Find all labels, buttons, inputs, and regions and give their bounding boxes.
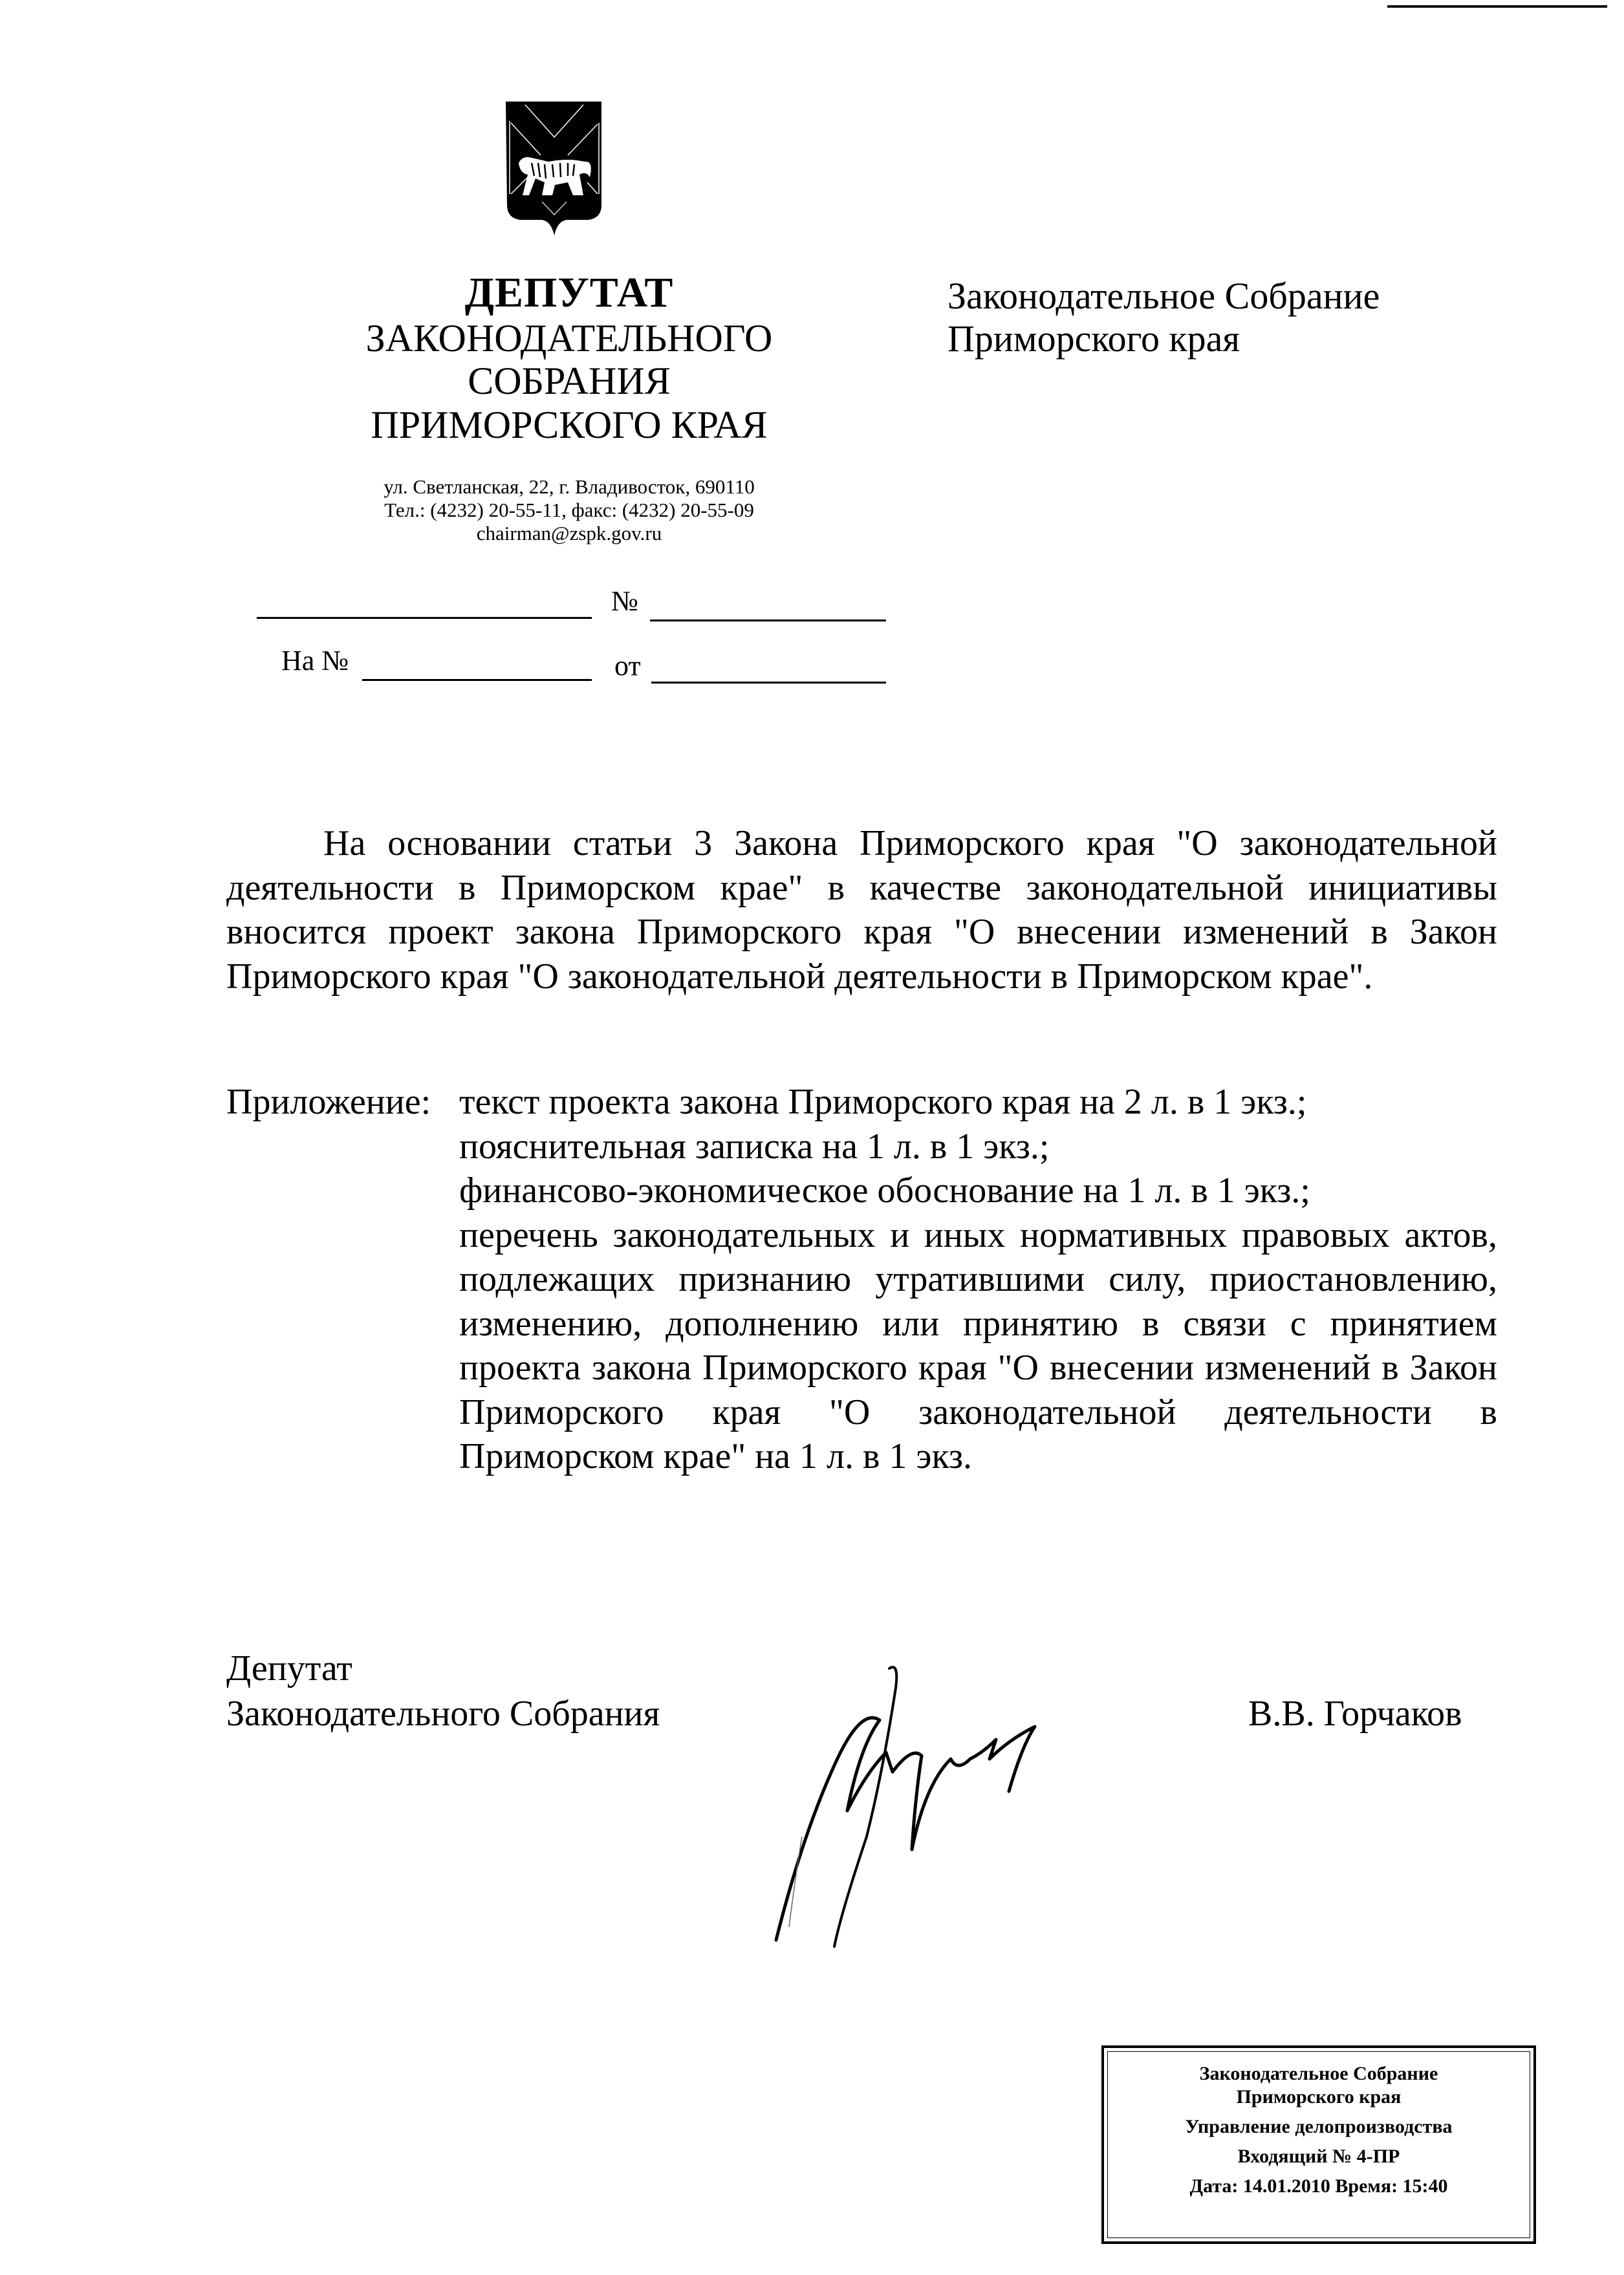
attachments-list [459,1080,1497,1479]
attachment-item: текст проекта закона Приморского края на 2 л. в 1 экз.; [459,1082,1307,1122]
attachment-item: финансово-экономическое обоснование на 1 л. в 1 экз.; [459,1170,1310,1211]
attachments-label: Приложение: [226,1082,431,1122]
letterhead-line-2: СОБРАНИЯ [468,360,671,402]
stamp-org-line-2: Приморского края [1236,2086,1402,2108]
recipient-line-1: Законодательное Собрание [947,275,1380,317]
incoming-registration-stamp [1101,2045,1536,2244]
letterhead-address: ул. Светланская, 22, г. Владивосток, 690110 [384,475,755,498]
body-paragraph: На основании статьи 3 Закона Приморского края "О законодательной деятельности в Приморском крае" в качестве законодательной инициативы вносится проект закона Приморского края "О внесении изменений в Закон Приморского края "О законодательной деятельности в Приморском крае". [226,823,1497,997]
stamp-incoming-number: Входящий № 4-ПР [1237,2146,1400,2167]
reply-number-field [362,679,592,681]
scan-edge-line [1387,5,1607,8]
letterhead-phone: Тел.: (4232) 20-55-11, факс: (4232) 20-55-09 [384,499,754,521]
from-label: от [614,650,641,682]
signatory-position-line-2: Законодательного Собрания [226,1694,660,1734]
reply-date-field [651,682,886,684]
stamp-org-line-1: Законодательное Собрание [1199,2063,1438,2084]
number-label: № [611,585,638,617]
letterhead-email: chairman@zspk.gov.ru [476,522,662,544]
stamp-department: Управление делопроизводства [1185,2116,1453,2137]
stamp-datetime: Дата: 14.01.2010 Время: 15:40 [1189,2175,1448,2197]
outgoing-date-field [257,617,592,619]
letterhead-title: ДЕПУТАТ [464,269,674,316]
recipient-line-2: Приморского края [947,318,1240,360]
coat-of-arms-icon [503,98,605,242]
outgoing-number-field [650,620,886,621]
handwritten-signature-icon [763,1643,1229,1953]
letterhead-line-1: ЗАКОНОДАТЕЛЬНОГО [365,317,773,360]
signatory-name: В.В. Горчаков [1248,1694,1462,1734]
reply-number-label: На № [281,645,349,676]
signatory-position [226,1646,660,1736]
letterhead-line-3: ПРИМОРСКОГО КРАЯ [371,404,768,446]
attachment-item: перечень законодательных и иных нормативных правовых актов, подлежащих признанию утратившими силу, приостановлению, изменению, дополнению или принятию в связи с принятием проекта закона Приморского края "О внесении изменений в Закон Приморского края "О законодательной деятельности в Приморском крае" на 1 л. в 1 экз. [459,1214,1497,1476]
recipient-block [947,275,1380,360]
attachment-item: пояснительная записка на 1 л. в 1 экз.; [459,1126,1050,1167]
signatory-position-line-1: Депутат [226,1648,352,1688]
